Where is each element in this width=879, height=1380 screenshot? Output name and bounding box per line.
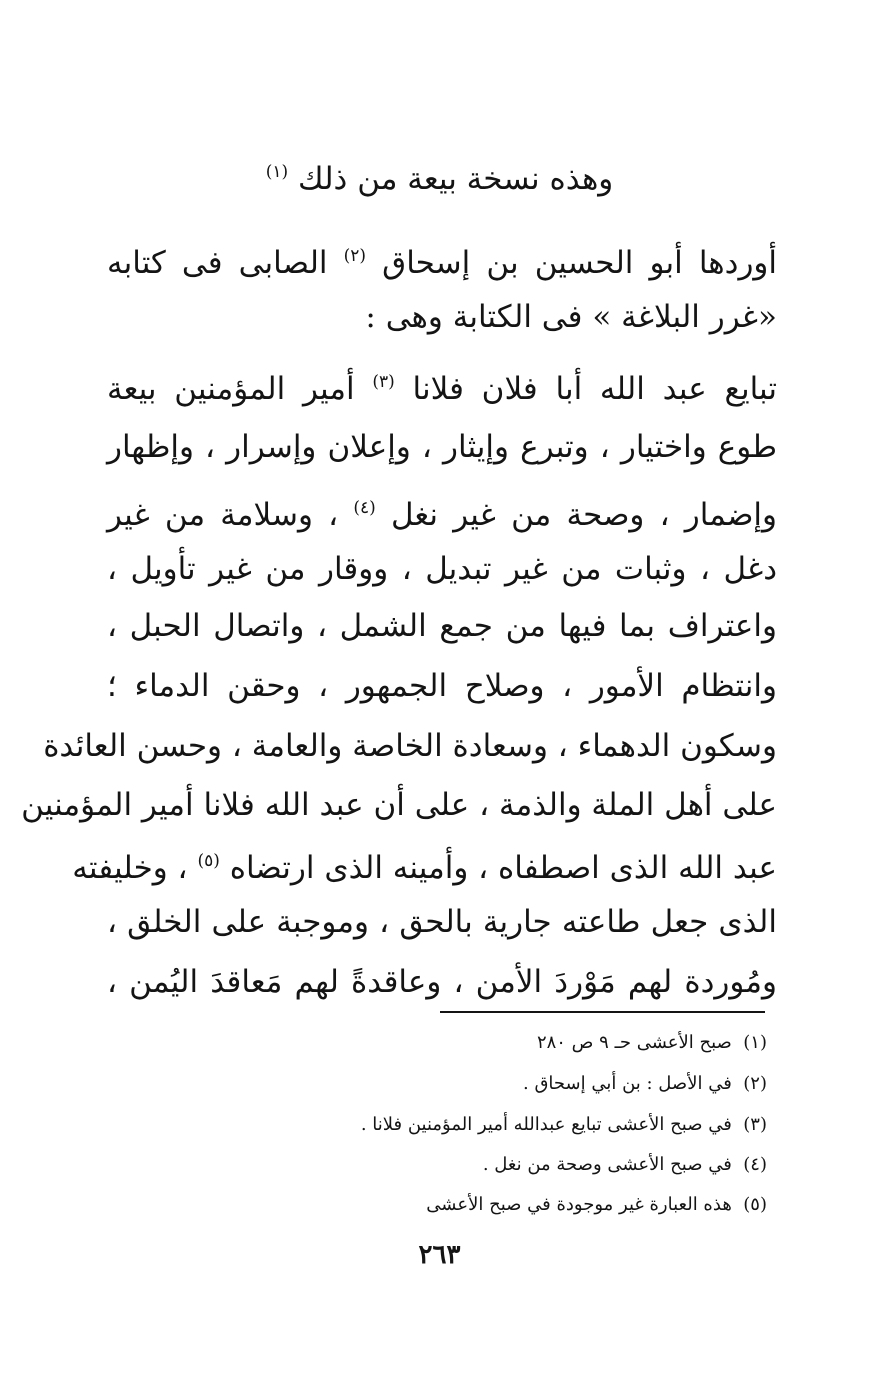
body-line-11: ومُوردة لهم مَوْردَ الأمن ، وعاقدةً لهم مَعاقدَ اليُمن ،	[107, 964, 777, 1000]
section-heading	[0, 150, 879, 201]
footnote-ref-1: (١)	[265, 162, 289, 182]
page-number: ٢٦٣	[418, 1240, 461, 1270]
footnote-ref-5: (٥)	[197, 851, 220, 871]
body-line-5: واعتراف بما فيها من جمع الشمل ، واتصال الحبل ،	[107, 608, 777, 644]
footnote-divider	[440, 1011, 765, 1013]
footnote-5: (٥) هذه العبارة غير موجودة في صبح الأعشى	[426, 1194, 767, 1215]
footnote-ref-4: (٤)	[353, 498, 376, 518]
footnote-ref-3: (٣)	[372, 372, 395, 392]
footnote-2: (٢) في الأصل : بن أبي إسحاق .	[523, 1073, 767, 1094]
footnote-ref-2: (٢)	[343, 246, 367, 266]
footnote-4: (٤) في صبح الأعشى وصحة من نغل .	[482, 1154, 767, 1175]
body-line-8: على أهل الملة والذمة ، على أن عبد الله فلانا أمير المؤمنين	[21, 787, 777, 823]
body-line-4: دغل ، وثبات من غير تبديل ، ووقار من غير تأويل ،	[107, 551, 777, 587]
intro-line-2: «غرر البلاغة » فى الكتابة وهى :	[365, 299, 777, 335]
body-line-10: الذى جعل طاعته جارية بالحق ، وموجبة على الخلق ،	[107, 904, 777, 940]
body-line-1: تبايع عبد الله أبا فلان فلانا $^{(٣)}$ أمير المؤمنين بيعة	[107, 371, 778, 407]
body-line-2: طوع واختيار ، وتبرع وإيثار ، وإعلان وإسرار ، وإظهار	[107, 429, 777, 465]
body-line-7: وسكون الدهماء ، وسعادة الخاصة والعامة ، وحسن العائدة	[43, 728, 777, 764]
body-line-9: عبد الله الذى اصطفاه ، وأمينه الذى ارتضاه $^{(٥)}$ ، وخليفته	[72, 850, 777, 886]
footnote-3: (٣) في صبح الأعشى تبايع عبدالله أمير المؤمنين فلانا .	[360, 1114, 767, 1135]
footnote-1: (١) صبح الأعشى حـ ٩ ص ٢٨٠	[536, 1032, 767, 1053]
body-line-3: وإضمار ، وصحة من غير نغل $^{(٤)}$ ، وسلامة من غير	[107, 497, 778, 533]
intro-line-1: أوردها أبو الحسين بن إسحاق $^{(٢)}$ الصابى فى كتابه	[107, 245, 777, 281]
heading-text: وهذه نسخة بيعة من ذلك	[297, 161, 614, 197]
body-line-6: وانتظام الأمور ، وصلاح الجمهور ، وحقن الدماء ؛	[107, 668, 777, 704]
